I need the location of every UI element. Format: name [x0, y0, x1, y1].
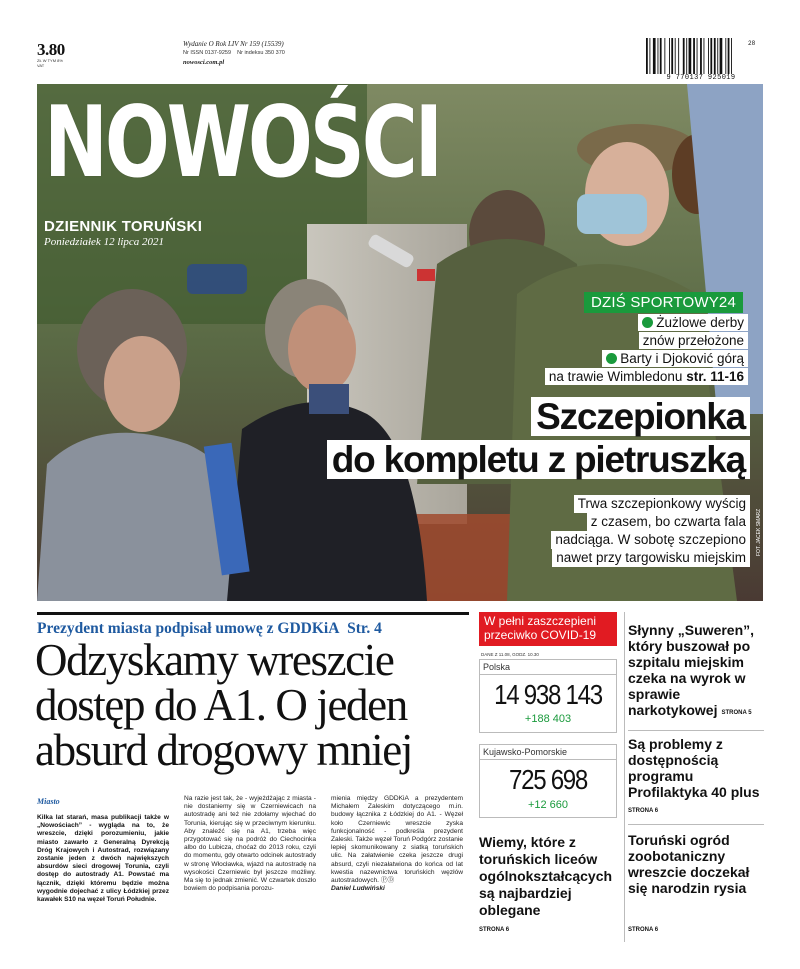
story-column-3-text: mienia między GDDKiA a prezydentem Michałem Zaleskim dotyczącego m.in. budowy łącznika z Łódzkiej do A1. - Węzeł koło Czerniewic wreszcie zyska funkcjonalność - podkreśla prezydent Zaleski. Także węzeł Toruń Podgórz zostanie lepiej skomunikowany z siatką toruńskich ulic. Na załatwienie czeka jeszcze drugi absurd, czyli niezałatwiona do końca od lat kwestia nazewnictwa toruńskich węzłów autostradowych. ⓅⒹ [331, 795, 463, 885]
story-profilaktyka[interactable]: Są problemy z dostępnością programu Profilaktyka 40 plus [628, 736, 760, 800]
issue-code: 28 [748, 40, 756, 47]
covid-poland-label: Polska [483, 662, 511, 672]
story-column-1: Kilka lat starań, masa publikacji także w „Nowościach” - wygląda na to, że wreszcie, dzięki porozumieniu, jakie miasto zawarło z Generalną Dyrekcją Dróg Krajowych i Autostrad, rozwiązany zostanie jeden z dwóch największych absurdów sieci drogowej Torunia, czyli dostęp do autostrady A1. Powstać ma łącznik, dzięki któremu będzie można wygodnie dojechać z ulicy Łódzkiej przez kawałek S10 na węzeł Toruń Południe. [37, 814, 169, 904]
author: Daniel Ludwiński [331, 885, 385, 893]
lead-line-1: Trwa szczepionkowy wyścig [574, 495, 750, 513]
covid-region-total: 725 698 [508, 764, 588, 795]
column-divider [624, 612, 625, 942]
newspaper-logo: NOWOŚCI [44, 86, 441, 200]
sport-teasers[interactable] [545, 314, 748, 386]
divider [479, 759, 617, 760]
lead-line-3: nadciąga. W sobotę szczepiono [551, 531, 750, 549]
story-ogrod[interactable]: Toruński ogród zoobotaniczny wreszcie doczekał się narodzin rysia [628, 832, 750, 896]
lead-line-4: nawet przy targowisku miejskim [552, 549, 750, 567]
sport-teaser-1b: znów przełożone [639, 332, 748, 349]
cover-headline-line-2: do kompletu z pietruszką [327, 440, 750, 479]
issue-date: Poniedziałek 12 lipca 2021 [44, 236, 165, 248]
story-suweren-page: STRONA 5 [721, 710, 752, 716]
lead-line-2: z czasem, bo czwarta fala [587, 513, 750, 531]
sport-pages: str. 11-16 [686, 369, 744, 384]
story-column-2: Na razie jest tak, że - wyjeżdżając z miasta - nie dostaniemy się w Czerniewicach na autostradę ani też nie zdołamy wjechać do Torunia, kierując się w przeciwnym kierunku. Aby znaleźć się na A1, trzeba więc przygotować się na podróż do Ciechocinka albo do Lubicza, choćaż do 2013 roku, czyli do momentu, gdy otwarto odcinek autostrady w stronę Włocławka, wjazd na autostradę na wysokości Czerniewic był jeszcze możliwy. Ma się to jednak zmienić. W czwartek doszło bowiem do podpisania porozu- [184, 795, 316, 893]
covid-poland-increase: +188 403 [524, 713, 572, 725]
photo-credit: FOT. JACEK SMARZ [756, 508, 762, 556]
divider [479, 674, 617, 675]
sport-teaser-1: Żużlowe derby [656, 315, 744, 330]
cover-lead [551, 495, 750, 567]
story-column-3 [331, 795, 463, 893]
edition-line: Wydanie O Rok LIV Nr 159 (15539) [183, 40, 284, 48]
price-vat-note: ZŁ W TYM 8% VAT [37, 58, 63, 68]
story-licea-page: STRONA 6 [479, 927, 510, 933]
story-ogrod-page: STRONA 6 [628, 927, 659, 933]
kicker-page: Str. 4 [347, 620, 382, 637]
bullet-dot-icon [642, 317, 653, 328]
main-headline[interactable]: Odzyskamy wreszcie dostęp do A1. O jeden absurd drogowy mniej [35, 635, 412, 775]
newspaper-subtitle: DZIENNIK TORUŃSKI [44, 218, 203, 235]
sport-teaser-2: Barty i Djoković górą [620, 351, 744, 366]
covid-box-header: W pełni zaszczepieni przeciwko COVID-19 [479, 612, 617, 646]
divider [628, 730, 764, 731]
story-suweren-text: Słynny „Suweren”, który buszował po szpitalu miejskim czeka na wyrok w sprawie narkotykowej [628, 622, 755, 718]
story-suweren[interactable] [628, 622, 764, 721]
issn: Nr ISSN 0137-9259 [183, 50, 231, 56]
cover-price: 3.80 [37, 40, 65, 59]
section-label: Miasto [37, 797, 60, 806]
covid-poland-total: 14 938 143 [494, 679, 602, 710]
story-profilaktyka-page: STRONA 6 [628, 808, 659, 814]
barcode-number: 9 770137 925019 [645, 74, 757, 82]
sport-supplement-tag[interactable]: DZIŚ SPORTOWY24 [584, 292, 743, 313]
divider [628, 824, 764, 825]
section-rule [37, 612, 469, 615]
story-licea[interactable]: Wiemy, które z toruńskich liceów ogólnokształcących są najbardziej oblegane [479, 834, 613, 918]
edition-info [183, 40, 285, 67]
sport-teaser-2b: na trawie Wimbledonu [548, 369, 683, 384]
covid-region-increase: +12 660 [527, 799, 569, 811]
bullet-dot-icon [606, 353, 617, 364]
covid-data-date: DANE Z 11.08, GODZ. 10.30 [481, 652, 539, 657]
index-number: Nr indeksu 350 370 [237, 50, 285, 56]
kicker-text: Prezydent miasta podpisał umowę z GDDKiA [37, 620, 340, 637]
cover-headline[interactable] [327, 397, 750, 483]
website[interactable]: nowosci.com.pl [183, 59, 225, 66]
covid-region-label: Kujawsko-Pomorskie [483, 747, 568, 757]
cover-headline-line-1: Szczepionka [531, 397, 750, 436]
